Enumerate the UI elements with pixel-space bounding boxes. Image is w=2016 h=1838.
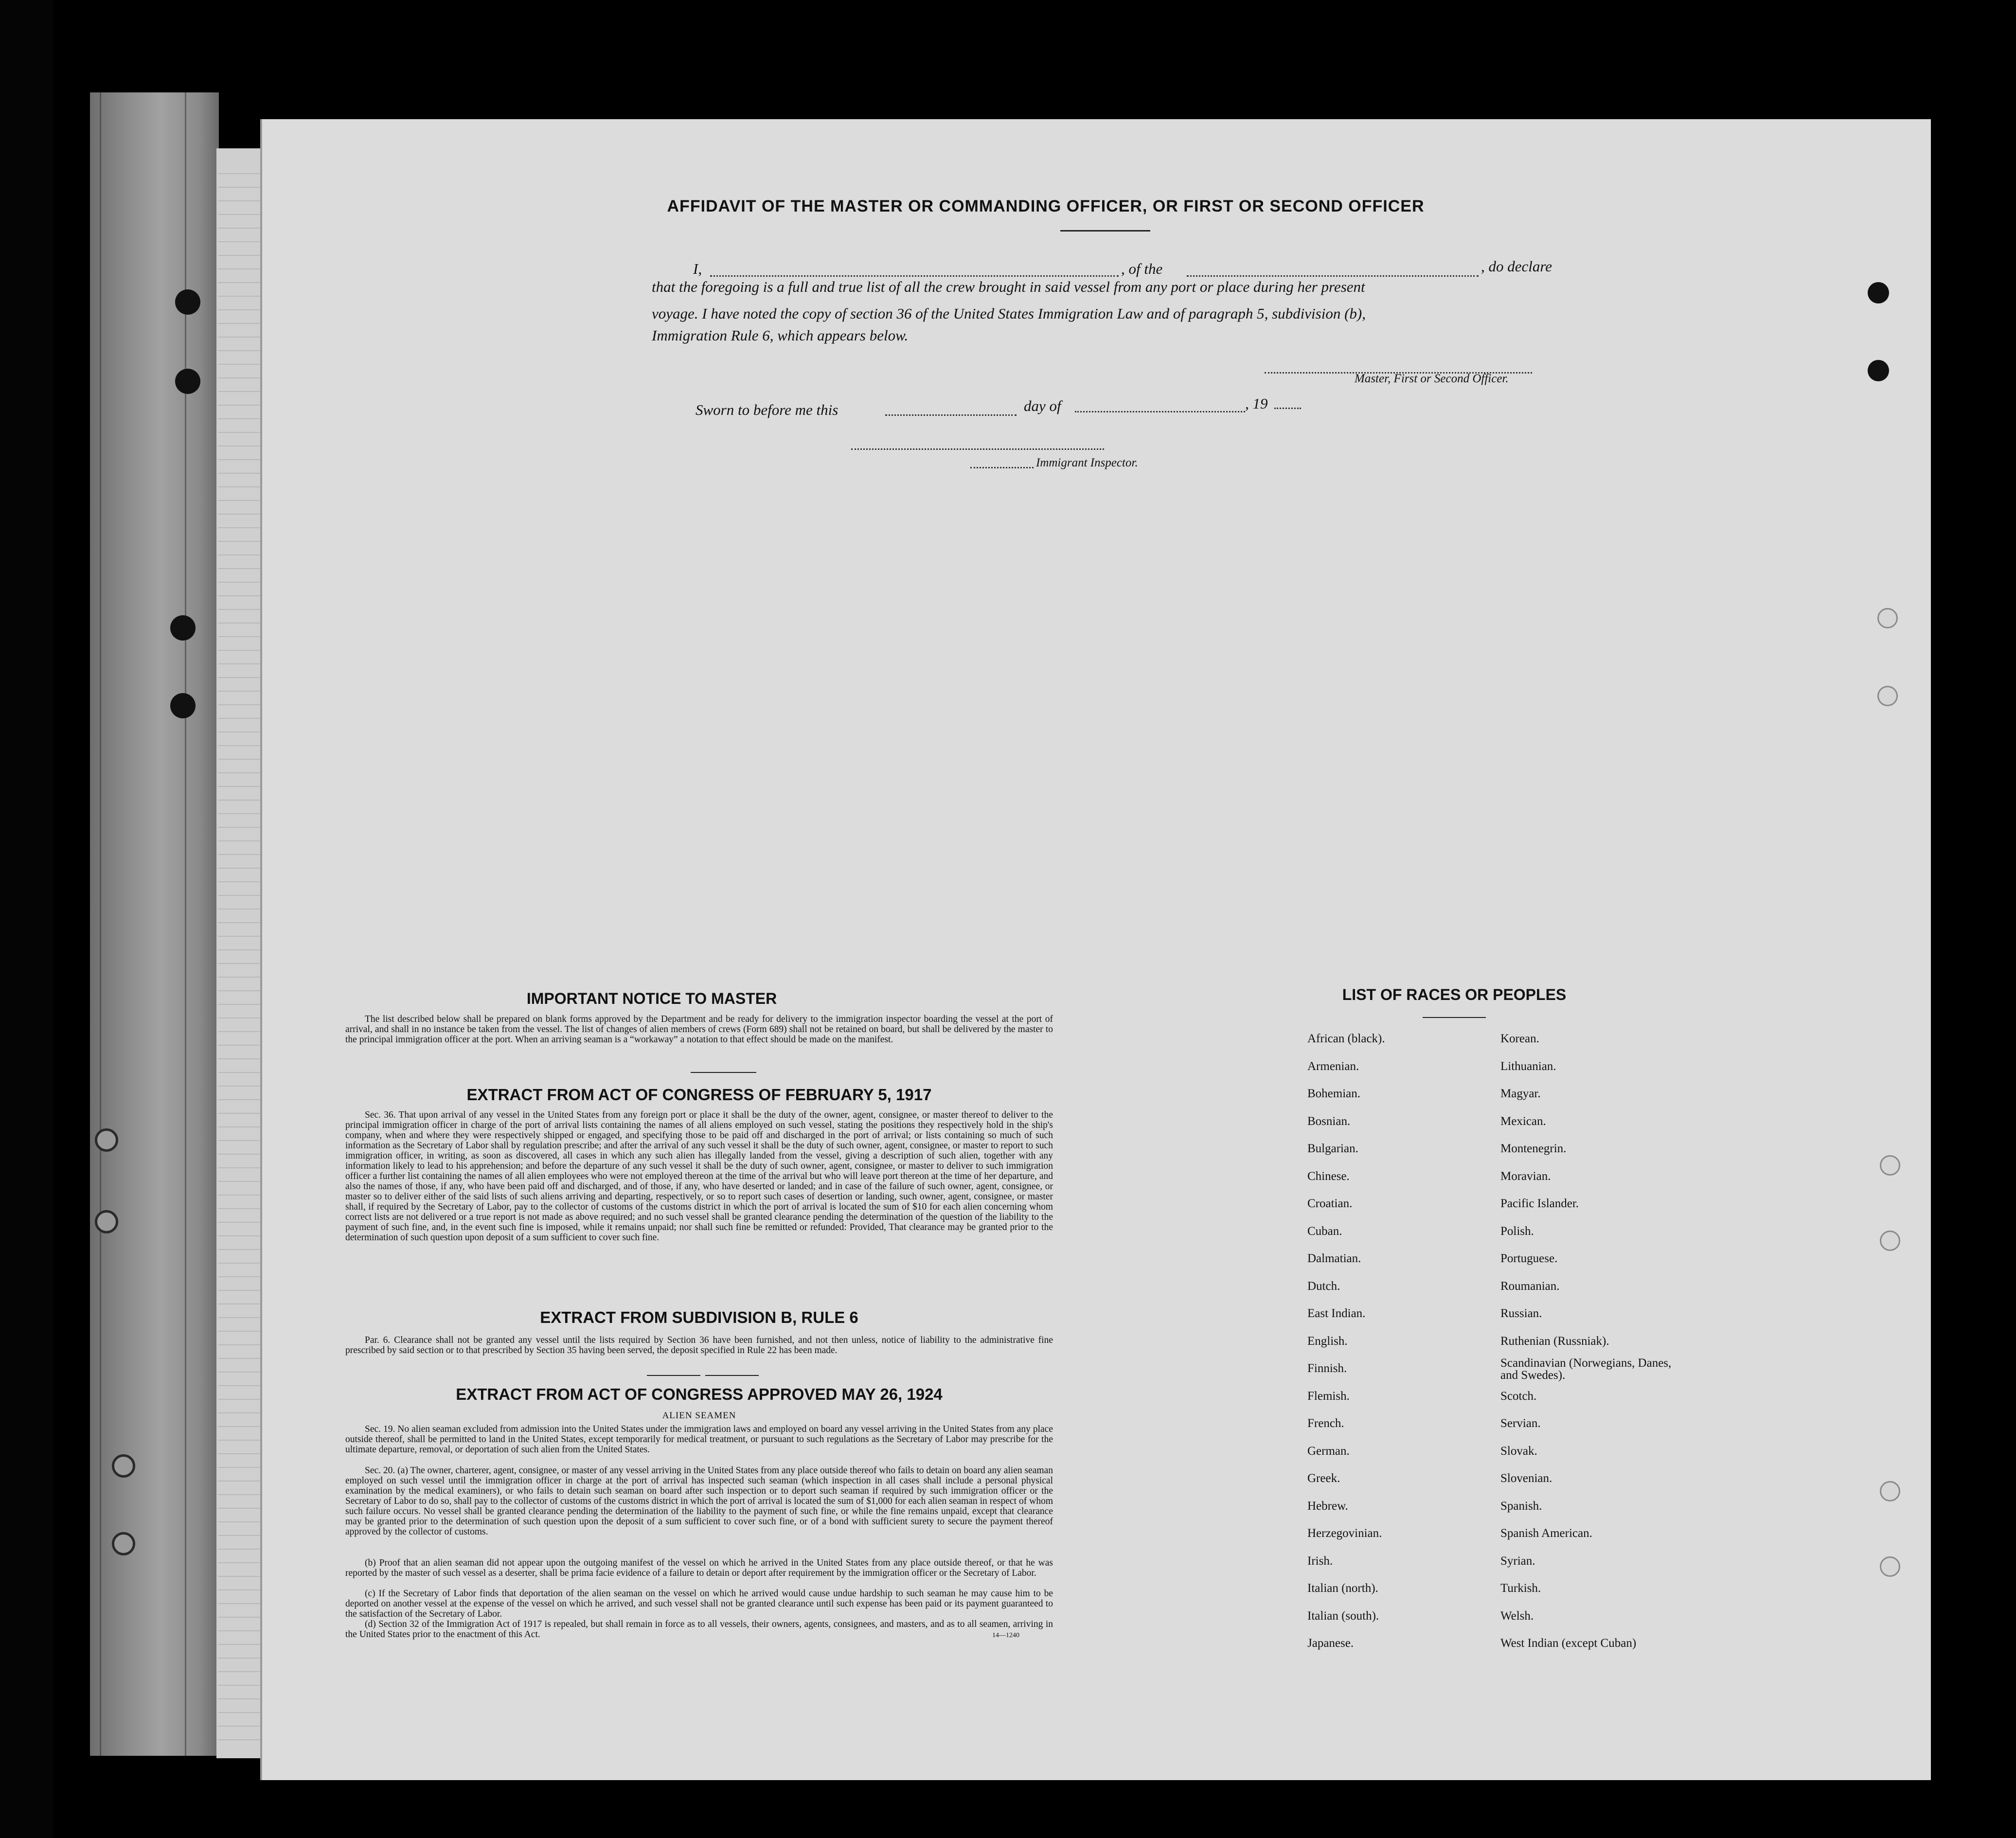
- race-item: Dalmatian.: [1307, 1252, 1361, 1265]
- race-item: Irish.: [1307, 1554, 1333, 1568]
- race-item: Finnish.: [1307, 1362, 1347, 1375]
- sec20d-body: (d) Section 32 of the Immigration Act of 1917 is repealed, but shall remain in force as to all vessels, their owners, agents, consignees, and masters, and as to all seamen, arriving in the United States prior to the enactment of this Act.: [345, 1619, 1053, 1640]
- race-item: Bohemian.: [1307, 1087, 1361, 1100]
- form-number: 14—1240: [992, 1632, 1019, 1639]
- sworn-month-blank: [1075, 411, 1245, 412]
- master-signature-label: Master, First or Second Officer.: [1355, 372, 1509, 385]
- race-item: Dutch.: [1307, 1279, 1340, 1293]
- race-item: Japanese.: [1307, 1637, 1354, 1650]
- sec20a-body: Sec. 20. (a) The owner, charterer, agent, consignee, or master of any vessel arriving in the United States from any place outside thereof who fails to detain on board any alien seaman employed on such vessel until the immigration officer in charge at the port of arrival has inspected such seaman (which inspection in all cases shall include a personal physical examination by the medical examiners), or who fails to detain such seaman on board after such inspection or to deport such seaman if required by such immigration officer or the Secretary of Labor to do so, shall pay to the collector of customs of the customs district in which the port of arrival is located the sum of $1,000 for each alien seaman in respect of whom such failure occurs. No vessel shall be granted clearance pending the determination of the liability to the payment of such fine, or while the fine remains unpaid, except that clearance may be granted prior to the determination of such question upon the deposit of a sum sufficient to cover such fine, or of a bond with sufficient surety to secure the payment thereof approved by the collector of customs.: [345, 1465, 1053, 1537]
- section-rule: [691, 1072, 756, 1073]
- name-blank: [710, 275, 1119, 277]
- race-item: Russian.: [1500, 1307, 1542, 1320]
- race-item: Spanish.: [1500, 1499, 1542, 1513]
- race-item: Portuguese.: [1500, 1252, 1558, 1265]
- races-rule: [1423, 1017, 1486, 1018]
- race-item: West Indian (except Cuban): [1500, 1637, 1637, 1650]
- binder-punch-hole: [170, 615, 196, 641]
- year-blank: [1274, 408, 1301, 409]
- vessel-blank: [1187, 275, 1479, 277]
- race-item: Italian (north).: [1307, 1582, 1378, 1595]
- race-item: Ruthenian (Russniak).: [1500, 1334, 1609, 1348]
- section-rule: [705, 1375, 759, 1376]
- binder-strip: [90, 92, 219, 1756]
- extract-1917-title: EXTRACT FROM ACT OF CONGRESS OF FEBRUARY 5, 1917: [466, 1086, 932, 1104]
- binder-fold-line: [185, 92, 186, 1756]
- race-item: Slovak.: [1500, 1444, 1537, 1458]
- notice-body: The list described below shall be prepared on blank forms approved by the Department and be ready for delivery to the immigration inspector boarding the vessel at the port of arrival, and shall in no instance be taken from the vessel. The list of changes of alien members of crews (Form 689) shall not be retained on board, but shall be delivered by the master to the principal immigration officer at the port. When an arriving seaman is a “workaway” a notation to that effect should be made on the manifest.: [345, 1014, 1053, 1045]
- race-item: Hebrew.: [1307, 1499, 1348, 1513]
- affidavit-line3: voyage. I have noted the copy of section 36 of the United States Immigration Law and of paragraph 5, subdivision (b),: [652, 305, 1366, 322]
- race-item: Croatian.: [1307, 1197, 1353, 1210]
- page-ring-hole: [1877, 608, 1898, 628]
- race-item: Slovenian.: [1500, 1472, 1552, 1485]
- race-item: Servian.: [1500, 1417, 1541, 1430]
- race-item: Armenian.: [1307, 1059, 1359, 1073]
- binder-punch-hole: [175, 289, 200, 315]
- race-item: Syrian.: [1500, 1554, 1535, 1568]
- race-item: Scandinavian (Norwegians, Danes, and Swedes).: [1500, 1356, 1672, 1382]
- race-item: Chinese.: [1307, 1169, 1350, 1183]
- race-item: African (black).: [1307, 1032, 1385, 1045]
- page-ring-hole: [1880, 1231, 1900, 1251]
- extract-rule6-body: Par. 6. Clearance shall not be granted any vessel until the lists required by Section 36 have been furnished, and not then unless, notice of liability to the administrative fine prescribed by said section or to that prescribed by Section 35 having been served, the deposit specified in Rule 22 has been made.: [345, 1335, 1053, 1356]
- ledger-lines: [218, 161, 263, 1746]
- race-item: Spanish American.: [1500, 1527, 1592, 1540]
- binder-ring-hole: [112, 1532, 135, 1555]
- race-item: Lithuanian.: [1500, 1059, 1556, 1073]
- race-item: Roumanian.: [1500, 1279, 1560, 1293]
- race-item: German.: [1307, 1444, 1350, 1458]
- race-item: Italian (south).: [1307, 1609, 1379, 1623]
- sworn-label: Sworn to before me this: [696, 401, 839, 418]
- sec19-body: Sec. 19. No alien seaman excluded from admission into the United States under the immigration laws and employed on board any vessel arriving in the United States from any place outside thereof, shall be permitted to land in the United States, except temporarily for medical treatment, or pursuant to such regulations as the Secretary of Labor may prescribe for the ultimate departure, removal, or deportation of such alien from the United States.: [345, 1424, 1053, 1455]
- notice-title: IMPORTANT NOTICE TO MASTER: [526, 990, 777, 1007]
- affidavit-line4: Immigration Rule 6, which appears below.: [652, 327, 909, 344]
- race-item: Cuban.: [1307, 1224, 1342, 1238]
- race-item: Herzegovinian.: [1307, 1527, 1382, 1540]
- affidavit-title: AFFIDAVIT OF THE MASTER OR COMMANDING OFFICER, OR FIRST OR SECOND OFFICER: [667, 197, 1425, 215]
- race-item: Turkish.: [1500, 1582, 1541, 1595]
- extract-1917-body: Sec. 36. That upon arrival of any vessel in the United States from any foreign port or place it shall be the duty of the owner, agent, consignee, or master thereof to deliver to the principal immigration officer in charge of the port of arrival lists containing the names of all aliens employed on such vessel, stating the positions they respectively hold in the ship's company, when and where they were respectively shipped or engaged, and specifying those to be paid off and discharged in the port of arrival; or lists containing so much of such information as the Secretary of Labor shall by regulation prescribe; and after the arrival of any such vessel it shall be the duty of such owner, agent, consignee, or master to report to such immigration officer, in writing, as soon as discovered, all cases in which any such alien has illegally landed from the vessel, giving a description of such alien, together with any information likely to lead to his apprehension; and before the departure of any such vessel it shall be the duty of such owner, agent, consignee, or master to deliver to such immigration officer a further list containing the names of all alien employees who were not employed thereon at the time of the arrival but who will leave port thereon at the time of her departure, and also the names of those, if any, who have been paid off and discharged, and of those, if any, who have deserted or landed; and in case of the failure of such owner, agent, consignee, or master so to deliver either of the said lists of such aliens arriving and departing, respectively, or so to report such cases of desertion or landing, such owner, agent, consignee, or master shall, if required by the Secretary of Labor, pay to the collector of customs of the customs district in which the port of arrival is located the sum of $10 for each alien concerning whom correct lists are not delivered or a true report is not made as above required; and no such vessel shall be granted clearance pending the determination of the question of the liability to the payment of such fine, and, in the event such fine is imposed, while it remains unpaid; nor shall such fine be remitted or refunded: Provided, That clearance may be granted prior to the determination of such question upon deposit of a sum sufficient to cover such fine.: [345, 1110, 1053, 1243]
- page-edge: [260, 119, 262, 1780]
- sworn-day-blank: [885, 414, 1017, 416]
- alien-seamen-subtitle: ALIEN SEAMEN: [662, 1410, 736, 1421]
- sec20b-body: (b) Proof that an alien seaman did not appear upon the outgoing manifest of the vessel on which he arrived in the United States from any place outside thereof, or that he was reported by the master of such vessel as a deserter, shall be prima facie evidence of a failure to detain or deport after requirement by the immigration officer or the Secretary of Labor.: [345, 1558, 1053, 1578]
- race-item: Welsh.: [1500, 1609, 1534, 1623]
- race-item: Magyar.: [1500, 1087, 1541, 1100]
- page-ring-hole: [1880, 1481, 1900, 1501]
- extract-1924-title: EXTRACT FROM ACT OF CONGRESS APPROVED MAY 26, 1924: [456, 1385, 943, 1403]
- inspector-label: Immigrant Inspector.: [1036, 456, 1138, 469]
- year-label: , 19: [1245, 395, 1268, 412]
- inspector-signature-dots: [970, 467, 1034, 468]
- race-item: Pacific Islander.: [1500, 1197, 1579, 1210]
- race-item: Flemish.: [1307, 1389, 1350, 1403]
- sec20c-body: (c) If the Secretary of Labor finds that deportation of the alien seaman on the vessel on which he arrived would cause undue hardship to such seaman he may cause him to be deported on another vessel at the expense of the vessel on which he arrived, and such vessel shall not be granted clearance until such expense has been paid or its payment guaranteed to the satisfaction of the Secretary of Labor.: [345, 1588, 1053, 1619]
- binder-punch-hole: [170, 693, 196, 718]
- race-item: English.: [1307, 1334, 1348, 1348]
- binder-ring-hole: [95, 1210, 118, 1233]
- page-punch-hole: [1868, 282, 1889, 303]
- scan-background: [0, 0, 54, 1838]
- title-rule: [1060, 230, 1150, 232]
- page-ring-hole: [1877, 686, 1898, 706]
- race-item: Montenegrin.: [1500, 1142, 1567, 1155]
- race-item: Korean.: [1500, 1032, 1539, 1045]
- day-of-label: day of: [1024, 397, 1061, 414]
- race-item: Scotch.: [1500, 1389, 1537, 1403]
- race-item: Greek.: [1307, 1472, 1340, 1485]
- section-rule: [647, 1375, 700, 1376]
- affidavit-declare: , do declare: [1481, 258, 1552, 275]
- race-item: Bulgarian.: [1307, 1142, 1358, 1155]
- races-title: LIST OF RACES OR PEOPLES: [1342, 986, 1567, 1003]
- binder-punch-hole: [175, 369, 200, 394]
- race-item: East Indian.: [1307, 1307, 1366, 1320]
- binder-ring-hole: [95, 1128, 118, 1152]
- race-item: French.: [1307, 1417, 1344, 1430]
- binder-ring-hole: [112, 1454, 135, 1478]
- page-ring-hole: [1880, 1155, 1900, 1176]
- binder-fold-line: [100, 92, 101, 1756]
- race-item: Moravian.: [1500, 1169, 1551, 1183]
- inspector-signature-line: [851, 448, 1104, 450]
- race-item: Bosnian.: [1307, 1114, 1351, 1128]
- race-item: Mexican.: [1500, 1114, 1546, 1128]
- affidavit-line2: that the foregoing is a full and true list of all the crew brought in said vessel from any port or place during her present: [652, 278, 1365, 295]
- affidavit-i: I,: [693, 260, 702, 277]
- extract-rule6-title: EXTRACT FROM SUBDIVISION B, RULE 6: [540, 1308, 858, 1326]
- page-punch-hole: [1868, 360, 1889, 381]
- affidavit-of-the: , of the: [1121, 260, 1163, 277]
- page-ring-hole: [1880, 1556, 1900, 1577]
- race-item: Polish.: [1500, 1224, 1534, 1238]
